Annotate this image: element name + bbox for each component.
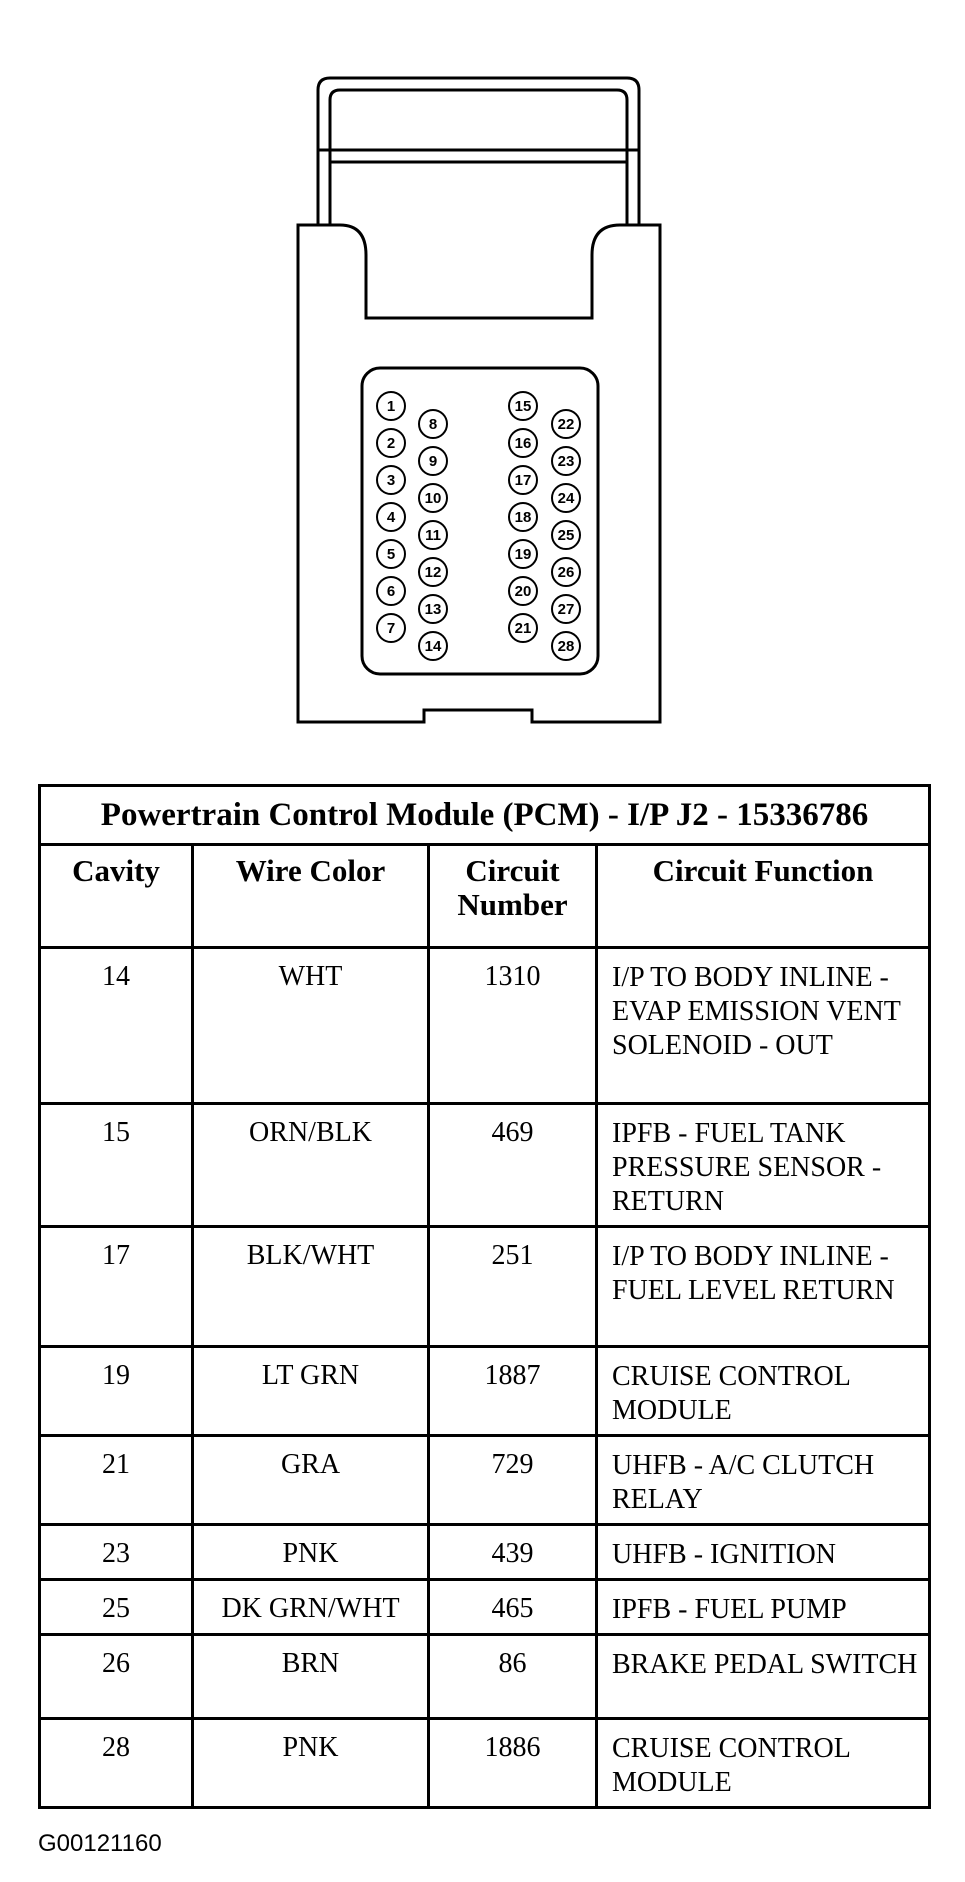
pin-label: 22 — [557, 416, 575, 433]
header-circuit-number — [429, 845, 597, 948]
pin-label: 12 — [424, 564, 442, 581]
pin-label: 26 — [557, 564, 575, 581]
pin-26 — [552, 558, 580, 586]
pin-label: 3 — [386, 472, 396, 489]
cell-circuit-function: UHFB - IGNITION — [597, 1525, 930, 1580]
header-circuit-number-line2: Number — [457, 887, 568, 922]
cell-circuit-number: 469 — [429, 1104, 597, 1227]
pin-label: 9 — [428, 453, 438, 470]
table-row — [40, 1719, 930, 1808]
cell-cavity: 25 — [40, 1580, 193, 1635]
pin-table — [38, 784, 931, 1809]
cell-circuit-function: I/P TO BODY INLINE - EVAP EMISSION VENT SOLENOID - OUT — [597, 948, 930, 1104]
cell-wire-color: DK GRN/WHT — [193, 1580, 429, 1635]
pin-17 — [509, 466, 537, 494]
cell-circuit-number: 439 — [429, 1525, 597, 1580]
pin-20 — [509, 577, 537, 605]
table-row — [40, 1436, 930, 1525]
figure-id: G00121160 — [38, 1830, 162, 1857]
connector-diagram — [0, 0, 965, 740]
pin-2 — [377, 429, 405, 457]
cell-cavity: 28 — [40, 1719, 193, 1808]
pin-label: 5 — [386, 546, 396, 563]
pin-14 — [419, 632, 447, 660]
cell-cavity: 14 — [40, 948, 193, 1104]
pin-21 — [509, 614, 537, 642]
cell-wire-color: ORN/BLK — [193, 1104, 429, 1227]
pin-label: 28 — [557, 638, 575, 655]
header-circuit-number-line1: Circuit — [465, 853, 560, 888]
pin-label: 15 — [514, 398, 532, 415]
pin-12 — [419, 558, 447, 586]
cell-circuit-number: 1310 — [429, 948, 597, 1104]
pin-label: 1 — [386, 398, 396, 415]
cell-wire-color: LT GRN — [193, 1347, 429, 1436]
pin-1 — [377, 392, 405, 420]
pin-label: 25 — [557, 527, 575, 544]
pin-13 — [419, 595, 447, 623]
pin-19 — [509, 540, 537, 568]
table-row — [40, 1347, 930, 1436]
pin-label: 10 — [424, 490, 442, 507]
cell-wire-color: GRA — [193, 1436, 429, 1525]
cell-circuit-number: 251 — [429, 1227, 597, 1347]
pin-label: 23 — [557, 453, 575, 470]
pin-28 — [552, 632, 580, 660]
header-circuit-function: Circuit Function — [597, 845, 930, 948]
cell-wire-color: BLK/WHT — [193, 1227, 429, 1347]
cell-cavity: 26 — [40, 1635, 193, 1719]
pin-3 — [377, 466, 405, 494]
pin-label: 19 — [514, 546, 532, 563]
cell-wire-color: PNK — [193, 1719, 429, 1808]
cell-circuit-function: CRUISE CONTROL MODULE — [597, 1347, 930, 1436]
pin-18 — [509, 503, 537, 531]
pin-10 — [419, 484, 447, 512]
pin-label: 20 — [514, 583, 532, 600]
cell-circuit-function: CRUISE CONTROL MODULE — [597, 1719, 930, 1808]
pin-label: 13 — [424, 601, 442, 618]
pin-16 — [509, 429, 537, 457]
cell-circuit-function: UHFB - A/C CLUTCH RELAY — [597, 1436, 930, 1525]
table-row — [40, 1104, 930, 1227]
table-row — [40, 1580, 930, 1635]
pin-label: 8 — [428, 416, 438, 433]
cell-circuit-function: IPFB - FUEL PUMP — [597, 1580, 930, 1635]
header-wire-color: Wire Color — [193, 845, 429, 948]
cell-wire-color: WHT — [193, 948, 429, 1104]
pin-label: 4 — [386, 509, 396, 526]
table-row — [40, 1227, 930, 1347]
table-title: Powertrain Control Module (PCM) - I/P J2 - 15336786 — [40, 786, 930, 845]
pin-27 — [552, 595, 580, 623]
cell-circuit-number: 465 — [429, 1580, 597, 1635]
cell-circuit-function: I/P TO BODY INLINE - FUEL LEVEL RETURN — [597, 1227, 930, 1347]
cell-circuit-number: 729 — [429, 1436, 597, 1525]
cell-wire-color: PNK — [193, 1525, 429, 1580]
cell-circuit-number: 1887 — [429, 1347, 597, 1436]
cell-circuit-number: 1886 — [429, 1719, 597, 1808]
pin-11 — [419, 521, 447, 549]
cell-circuit-function: IPFB - FUEL TANK PRESSURE SENSOR - RETURN — [597, 1104, 930, 1227]
cell-cavity: 23 — [40, 1525, 193, 1580]
cell-cavity: 17 — [40, 1227, 193, 1347]
cell-cavity: 19 — [40, 1347, 193, 1436]
pin-label: 18 — [514, 509, 532, 526]
pin-label: 11 — [425, 527, 441, 544]
pin-24 — [552, 484, 580, 512]
pin-label: 2 — [386, 435, 396, 452]
connector-latch-inner — [330, 90, 627, 225]
cell-circuit-number: 86 — [429, 1635, 597, 1719]
pin-6 — [377, 577, 405, 605]
table-row — [40, 1525, 930, 1580]
pin-7 — [377, 614, 405, 642]
pin-22 — [552, 410, 580, 438]
pin-label: 17 — [514, 472, 532, 489]
table-row — [40, 1635, 930, 1719]
pin-8 — [419, 410, 447, 438]
cell-circuit-function: BRAKE PEDAL SWITCH — [597, 1635, 930, 1719]
pin-label: 16 — [514, 435, 532, 452]
pin-label: 21 — [514, 620, 532, 637]
cell-wire-color: BRN — [193, 1635, 429, 1719]
pin-15 — [509, 392, 537, 420]
pin-label: 6 — [386, 583, 396, 600]
pin-label: 7 — [386, 620, 396, 637]
pin-9 — [419, 447, 447, 475]
pin-5 — [377, 540, 405, 568]
cell-cavity: 15 — [40, 1104, 193, 1227]
pin-label: 24 — [557, 490, 575, 507]
pin-label: 14 — [424, 638, 442, 655]
pin-25 — [552, 521, 580, 549]
table-row — [40, 948, 930, 1104]
header-cavity: Cavity — [40, 845, 193, 948]
pin-label: 27 — [557, 601, 575, 618]
pin-23 — [552, 447, 580, 475]
cell-cavity: 21 — [40, 1436, 193, 1525]
pin-4 — [377, 503, 405, 531]
